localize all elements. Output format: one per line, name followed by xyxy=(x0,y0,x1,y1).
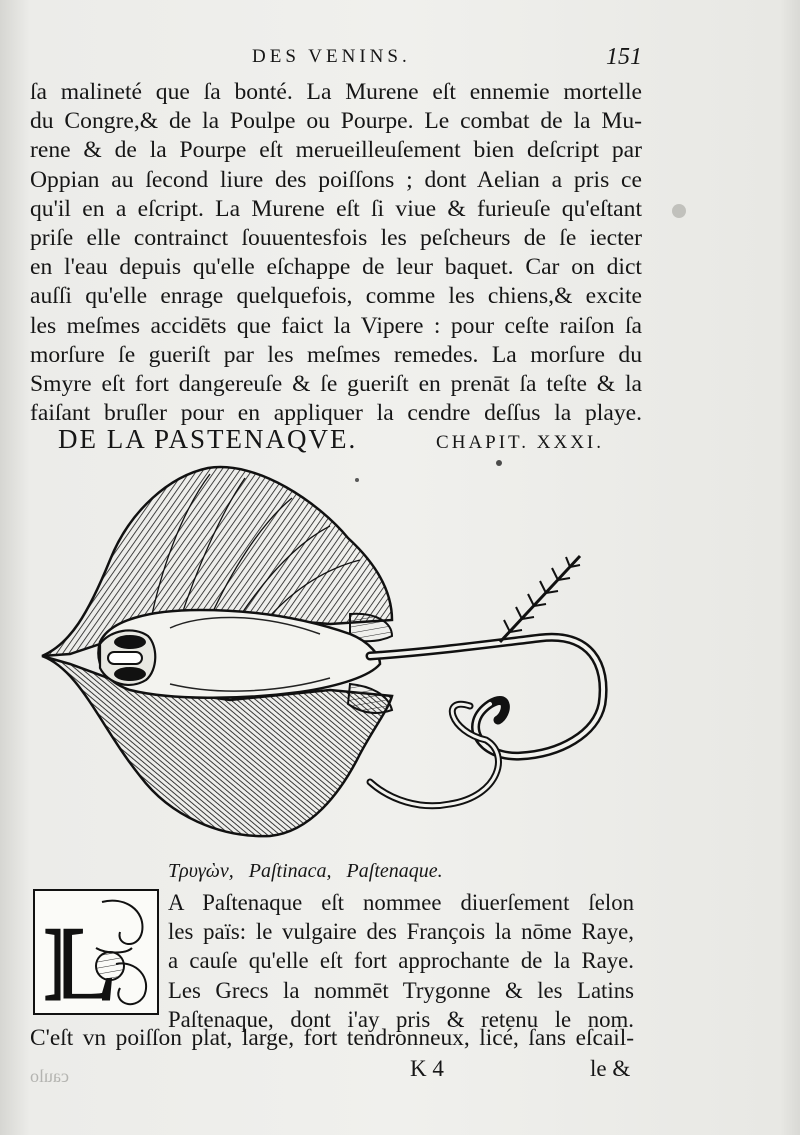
ink-dot xyxy=(355,478,359,482)
text-line: priſe elle contrainct ſouuentesfois les peſcheurs de ſe iecter xyxy=(30,224,642,251)
page-footer xyxy=(0,1056,800,1086)
bleed-through-text: caulo xyxy=(30,1066,69,1086)
catchword: le & xyxy=(590,1056,631,1081)
figure-caption: Τρυγὼν, Paſtinaca, Paſtenaque. xyxy=(168,860,443,882)
text-line: A Paſtenaque eſt nommee diuerſement ſelon xyxy=(168,890,634,915)
decorated-initial xyxy=(32,888,160,1016)
text-line: ſa malineté que ſa bonté. La Murene eſt ennemie mortelle xyxy=(30,79,642,105)
paper-blot xyxy=(672,204,686,218)
text-line: C'eſt vn poiſſon plat, large, fort tendronneux, licé, ſans eſcail- xyxy=(30,1025,634,1051)
chapter-title: DE LA PASTENAQVE. xyxy=(58,424,358,454)
lettered-paragraph xyxy=(168,888,634,1034)
text-line: a cauſe qu'elle eſt fort approchante de la Raye. xyxy=(168,948,634,974)
text-line: qu'il en a eſcript. La Murene eſt ſi viue & furieuſe qu'eſtant xyxy=(30,195,642,222)
text-line: rene & de la Pourpe eſt merueilleuſement bien deſcript par xyxy=(30,137,642,164)
ink-dot xyxy=(496,460,502,466)
signature-mark: K 4 xyxy=(410,1056,444,1081)
page-number: 151 xyxy=(606,44,642,70)
text-line: Les Grecs la nommēt Trygonne & les Latins xyxy=(168,977,634,1003)
stingray-illustration xyxy=(30,464,630,844)
text-line: faiſant bruſler pour en appliquer la cendre deſſus la playe. xyxy=(30,400,642,427)
chapter-number: CHAPIT. XXXI. xyxy=(436,432,604,453)
text-line: les meſmes accidēts que faict la Vipere : pour ceſte raiſon ſa xyxy=(30,312,642,339)
chapter-heading xyxy=(58,424,604,464)
text-line: les païs: le vulgaire des François la nōme Raye, xyxy=(168,919,634,945)
text-line: Paſtenaque, dont i'ay pris & retenu le nom. xyxy=(168,1006,634,1032)
running-head xyxy=(0,44,800,74)
body-text xyxy=(30,78,642,428)
initial-letter-ornament xyxy=(32,888,160,1016)
running-title: DES VENINS. xyxy=(252,46,411,67)
text-line: Oppian au ſecond liure des poiſſons ; dont Aelian a pris ce xyxy=(30,166,642,193)
text-line: morſure ſe gueriſt par les meſmes remedes. La morſure du xyxy=(30,341,642,368)
initial-letter: L xyxy=(44,905,117,1016)
text-line: en l'eau depuis qu'elle eſchappe de leur baquet. Car on dict xyxy=(30,254,642,281)
paragraph-last-line xyxy=(30,1024,634,1053)
stingray-woodcut xyxy=(30,464,630,844)
text-line: du Congre,& de la Poulpe ou Pourpe. Le combat de la Mu- xyxy=(30,108,642,135)
text-line: Smyre eſt fort dangereuſe & ſe gueriſt en prenāt ſa teſte & la xyxy=(30,370,642,397)
text-line: auſſi qu'elle enrage quelquefois, comme les chiens,& excite xyxy=(30,283,642,310)
